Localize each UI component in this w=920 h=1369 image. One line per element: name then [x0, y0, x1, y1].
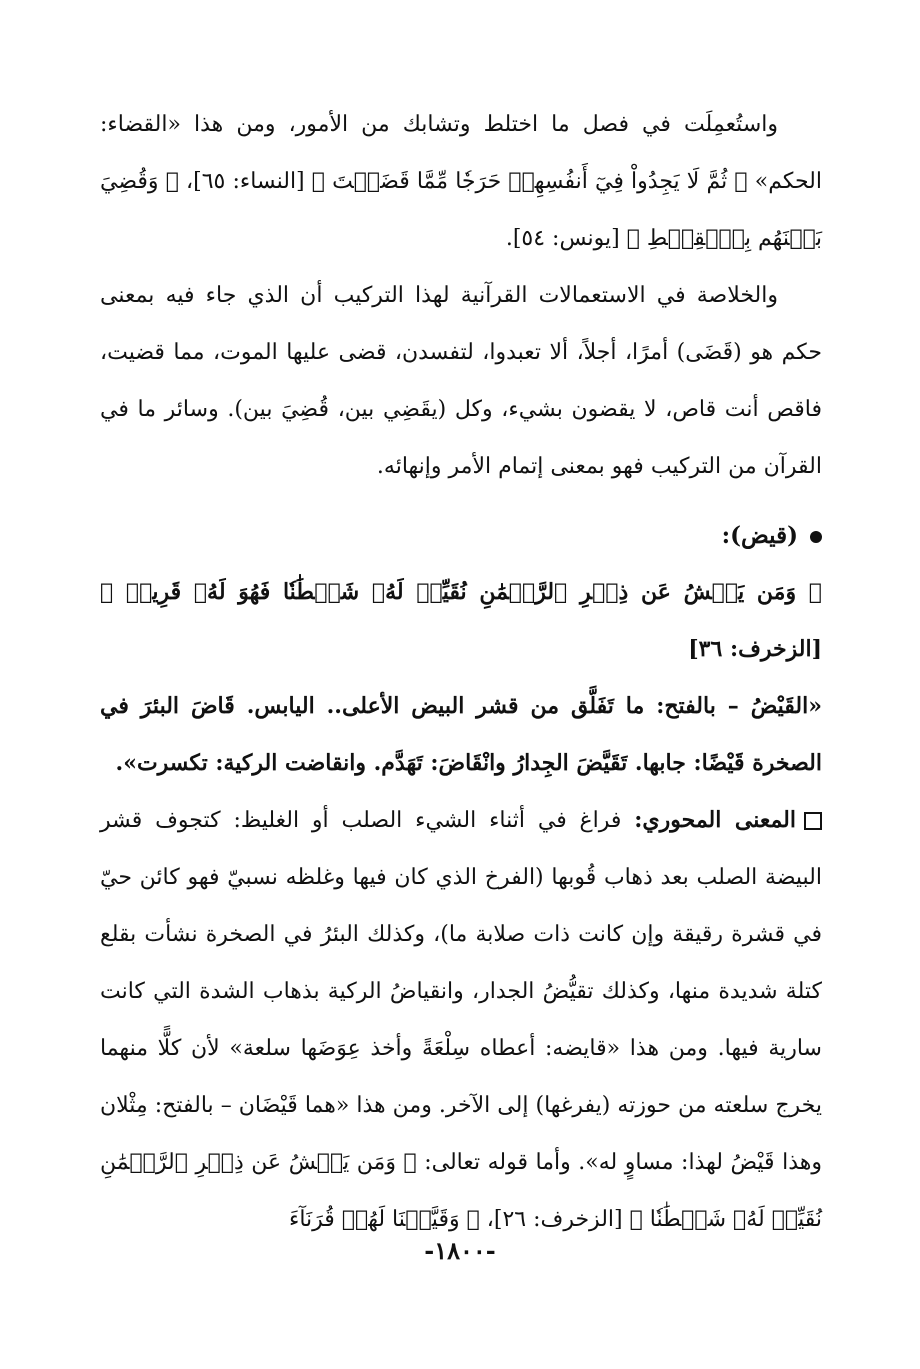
- core-meaning-text: فراغ في أثناء الشيء الصلب أو الغليظ: كتجوف قشر البيضة الصلب بعد ذهاب قُوبها (الفرخ الذي كان فيها وغلظه نسبيّ فهو كائن حيّ في قشرة رقيقة وإن كانت ذات صلابة ما)، وكذلك البئرُ في الصخرة نشأت بقلع كتلة شديدة منها، وكذلك تقيُّضُ الجدار، وانقياضُ الركية بذهاب الشدة التي كانت سارية فيها. ومن هذا «قايضه: أعطاه سِلْعَةً وأخذ عِوَضَها سلعة» لأن كلًّا منهما يخرج سلعته من حوزته (يفرغها) إلى الآخر. ومن هذا «هما قَيْضَان – بالفتح: مِثْلان وهذا قَيْضُ لهذا: مساوٍ له». وأما قوله تعالى: ﴿ وَمَن يَعۡشُ عَن ذِكۡرِ ٱلرَّحۡمَٰنِ نُقَيِّضۡ لَهُۥ شَيۡطَٰنٗا ﴾ [الزخرف: ٢٦]، ﴿ وَقَيَّضۡنَا لَهُمۡ قُرَنَآءَ: [100, 808, 822, 1232]
- section-heading: [100, 507, 822, 564]
- section-verse: ﴿ وَمَن يَعۡشُ عَن ذِكۡرِ ٱلرَّحۡمَٰنِ نُقَيِّضۡ لَهُۥ شَيۡطَٰنٗا فَهُوَ لَهُۥ قَرِينٞ ﴾ [الزخرف: ٣٦]: [100, 579, 822, 662]
- page-body: [100, 96, 822, 1248]
- intro-paragraph-1: واستُعمِلَت في فصل ما اختلط وتشابك من الأمور، ومن هذا «القضاء: الحكم» ﴿ ثُمَّ لَا يَجِدُواْ فِيٓ أَنفُسِهِمۡ حَرَجٗا مِّمَّا قَضَيۡتَ ﴾ [النساء: ٦٥]، ﴿ وَقُضِيَ بَيۡنَهُم بِٱلۡقِسۡطِ ﴾ [يونس: ٥٤].: [100, 112, 822, 251]
- square-box-icon: [804, 812, 822, 830]
- page-number: -١٨٠٠-: [424, 1236, 496, 1265]
- section-heading-text: (قيض):: [721, 522, 798, 549]
- dictionary-definition: «القَيْضُ – بالفتح: ما تَفَلَّق من قشر البيض الأعلى.. اليابس. قَاضَ البئرَ في الصخرة قَيْضًا: جابها. تَقَيَّضَ الجِدارُ وانْقَاضَ: تَهَدَّم. وانقاضت الركية: تكسرت».: [100, 693, 822, 776]
- core-meaning-label: المعنى المحوري:: [634, 807, 796, 833]
- core-meaning-paragraph: [100, 792, 822, 1248]
- intro-paragraph-2: والخلاصة في الاستعمالات القرآنية لهذا التركيب أن الذي جاء فيه بمعنى حكم هو (قَضَى) أمرًا، أجلاً، ألا تعبدوا، لتفسدن، قضى عليها الموت، مما قضيت، فاقص أنت قاص، لا يقضون بشيء، وكل (يقَضِي بين، قُضِيَ بين). وسائر ما في القرآن من التركيب فهو بمعنى إتمام الأمر وإنهائه.: [100, 283, 822, 479]
- bullet-icon: [810, 531, 822, 543]
